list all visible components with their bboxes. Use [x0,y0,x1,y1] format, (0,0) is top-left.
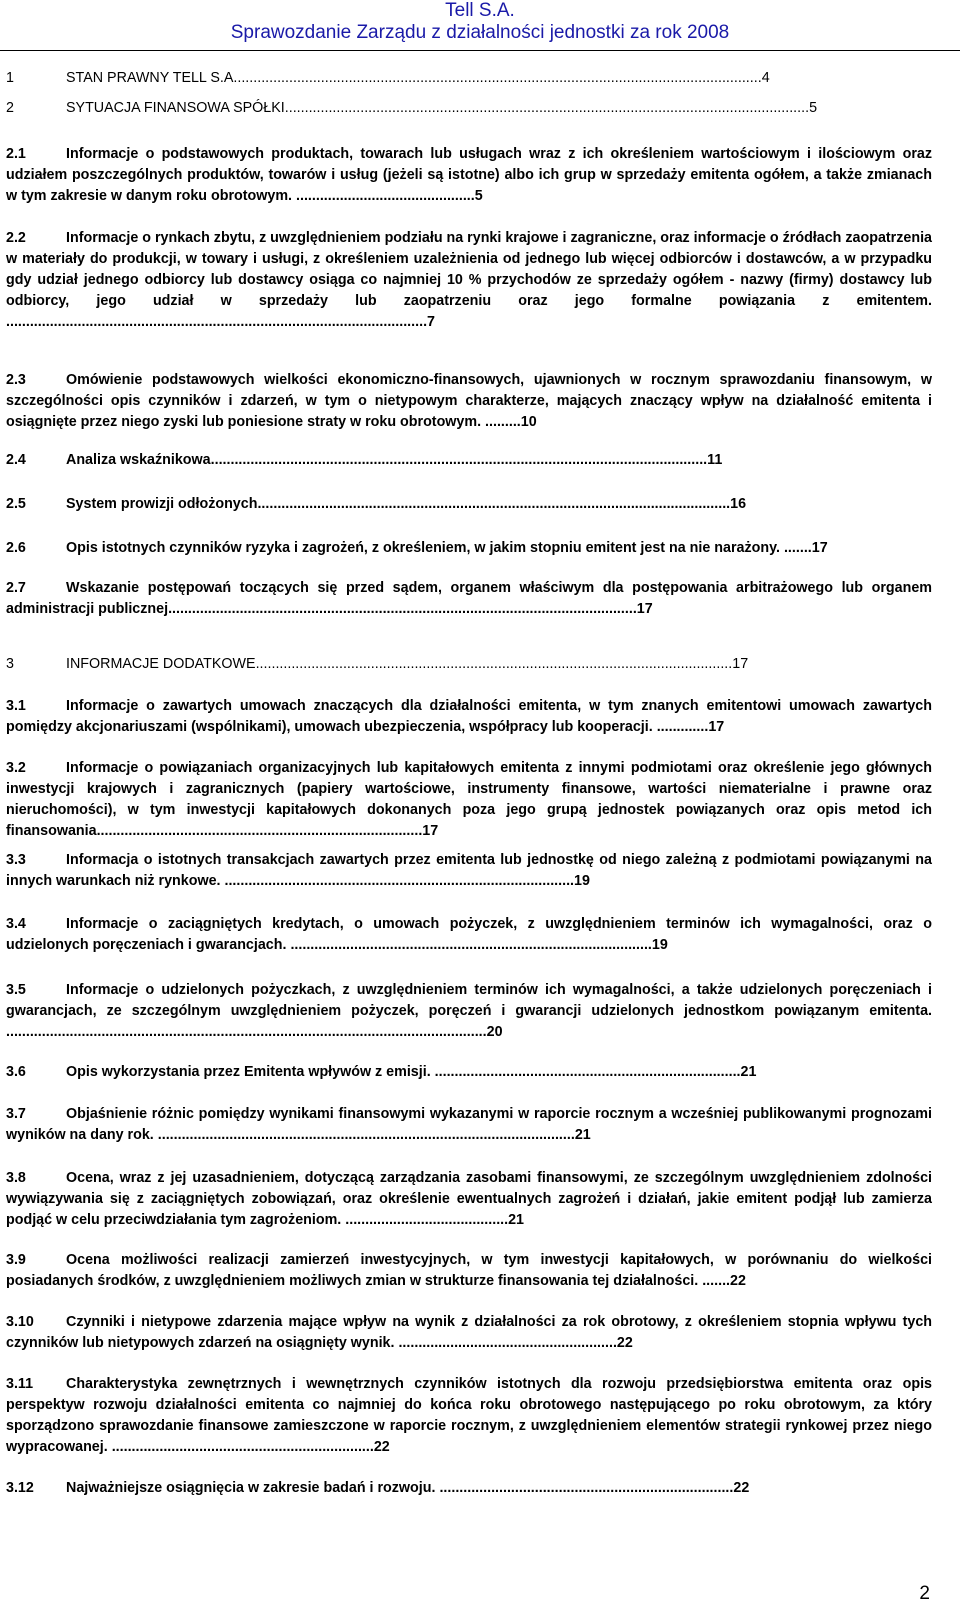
toc-number: 3.4 [6,916,26,932]
toc-title: System prowizji odłożonych [66,496,258,512]
toc-leader: ......................................................................................................... [157,1127,575,1143]
toc-entry-3-3[interactable] [6,850,932,892]
toc-leader: .......................................................................................................... [6,314,428,330]
toc-page: 17 [811,540,828,556]
toc-entry-3-2[interactable] [6,758,932,842]
toc-entry-3-10[interactable] [6,1312,932,1354]
toc-page: 4 [761,70,770,86]
toc-entry-3-11[interactable] [6,1374,932,1458]
toc-title: Informacje o udzielonych pożyczkach, z uwzględnieniem terminów ich wymagalności, a także udzielonych poręczeniach i gwarancjach, ze szczególnym uwzględnieniem pożyczek, poręczeń i gwarancji udzielonych jednostkom powiązanym emitenta. [6,982,932,1019]
toc-leader: .................................................................................................................................... [237,70,762,86]
toc-page: 22 [733,1480,750,1496]
report-title: Sprawozdanie Zarządu z działalności jednostki za rok 2008 [230,22,730,43]
toc-number: 3.5 [6,982,26,998]
toc-leader: ....... [702,1273,731,1289]
toc-number: 2 [6,100,14,116]
toc-page: 22 [373,1439,390,1455]
toc-entry-3-7[interactable] [6,1104,932,1146]
toc-title: Ocena, wraz z jej uzasadnieniem, dotyczącą zarządzania zasobami finansowymi, ze szczególnym uwzględnieniem zdolności wywiązywania się z zaciągniętych zobowiązań, oraz określenie ewentualnych zagrożeń i działań, jakie emitent podjął lub zamierza podjąć w celu przeciwdziałania tym zagrożeniom. [6,1170,932,1228]
toc-entry-3[interactable] [6,654,932,675]
toc-title: STAN PRAWNY TELL S.A. [66,70,238,86]
toc-title: Informacje o zawartych umowach znaczących dla działalności emitenta, w tym znanych emitentowi umowach zawartych pomiędzy akcjonariuszami (wspólnikami), umowach ubezpieczenia, współpracy lub kooperacji. [6,698,932,735]
toc-title: Informacje o zaciągniętych kredytach, o umowach pożyczek, z uwzględnieniem terminów ich wymagalności, oraz o udzielonych poręczeniach i gwarancjach. [6,916,932,953]
toc-number: 3.11 [6,1376,34,1392]
toc-number: 3.1 [6,698,26,714]
page-number: 2 [919,1583,930,1604]
toc-title: Informacje o rynkach zbytu, z uwzględnieniem podziału na rynki krajowe i zagraniczne, oraz informacje o źródłach zaopatrzenia w materiały do produkcji, w towary i usługi, z określeniem uzależnienia od jednego lub więcej odbiorców i dostawców, a w przypadku gdy udział jednego odbiorcy lub dostawcy osiąga co najmniej 10 % przychodów ze sprzedaży ogółem - nazwy (firmy) dostawcy lub odbiorcy, jego udział w sprzedaży lub zaopatrzeniu oraz jego formalne powiązania z emitentem. [6,230,932,309]
toc-title: Opis istotnych czynników ryzyka i zagrożeń, z określeniem, w jakim stopniu emitent jest na nie narażony. [66,540,784,556]
toc-leader: ......................................... [345,1212,509,1228]
toc-number: 2.2 [6,230,26,246]
toc-title: INFORMACJE DODATKOWE [66,656,256,672]
toc-leader: ....................................................................................................................... [257,496,731,512]
toc-number: 3.7 [6,1106,26,1122]
toc-title: Analiza wskaźnikowa [66,452,211,468]
company-name: Tell S.A. [445,0,515,21]
toc-page: 22 [730,1273,746,1289]
toc-page: 19 [574,873,590,889]
toc-title: Opis wykorzystania przez Emitenta wpływów z emisji. [66,1064,435,1080]
toc-entry-2-6[interactable] [6,538,932,559]
page-header [0,0,960,44]
toc-entry-2-5[interactable] [6,494,932,515]
header-divider [0,50,960,51]
toc-leader: ........................................................................................... [290,937,652,953]
toc-leader: ....... [783,540,812,556]
toc-entry-2[interactable] [6,98,932,119]
toc-leader: ......................................................................................................................... [6,1024,487,1040]
toc-title: Ocena możliwości realizacji zamierzeń inwestycyjnych, w tym inwestycji kapitałowych, w porównaniu do wielkości posiadanych środków, z uwzględnieniem możliwych zmian w strukturze finansowania tej działalności. [6,1252,932,1289]
toc-leader: ............................................. [296,188,475,204]
toc-title: Informacje o powiązaniach organizacyjnych lub kapitałowych emitenta z innymi podmiotami oraz określenie jego głównych inwestycji krajowych i zagranicznych (papiery wartościowe, instrumenty finansowe, wartości niematerialne i prawne oraz nieruchomości), w tym inwestycji kapitałowych dokonanych poza jego grupą jednostek powiązanych oraz opis metod ich finansowania. [6,760,932,839]
toc-entry-2-4[interactable] [6,450,932,471]
toc-number: 2.5 [6,496,26,512]
toc-entry-3-9[interactable] [6,1250,932,1292]
toc-leader: ........................................................................................................................ [255,656,733,672]
toc-page: 17 [422,823,439,839]
toc-number: 1 [6,70,14,86]
toc-number: 2.7 [6,580,26,596]
toc-page: 17 [636,601,653,617]
toc-page: 5 [474,188,483,204]
toc-leader: ....................................................... [398,1335,617,1351]
toc-entry-1[interactable] [6,68,932,89]
toc-leader: ............................................................................. [434,1064,741,1080]
toc-title: Omówienie podstawowych wielkości ekonomiczno-finansowych, ujawnionych w rocznym sprawozdaniu finansowym, w szczególności opis czynników i zdarzeń, w tym o nietypowym charakterze, mających znaczący wpływ na działalność emitenta i osiągnięte przez niego zyski lub poniesione straty w roku obrotowym. [6,372,932,430]
toc-page: 19 [651,937,668,953]
toc-number: 2.3 [6,372,26,388]
toc-number: 3 [6,656,14,672]
toc-entry-2-3[interactable] [6,370,932,433]
toc-title: Charakterystyka zewnętrznych i wewnętrznych czynników istotnych dla rozwoju przedsiębiorstwa emitenta oraz opis perspektyw rozwoju działalności emitenta co najmniej do końca roku obrotowego następującego po roku obrotowym, za który sporządzono sprawozdanie finansowe zamieszczone w raporcie rocznym, z uwzględnieniem elementów strategii rynkowej przez niego wypracowanej. [6,1376,932,1455]
toc-page: 21 [740,1064,757,1080]
toc-page: 5 [809,100,818,116]
toc-title: Informacja o istotnych transakcjach zawartych przez emitenta lub jednostkę od niego zależną z podmiotami powiązanymi na innych warunkach niż rynkowe. [6,852,932,889]
toc-page: 11 [707,452,723,468]
toc-page: 17 [708,719,725,735]
toc-number: 3.6 [6,1064,26,1080]
toc-number: 3.10 [6,1314,34,1330]
toc-leader: .................................................................................................................................... [284,100,810,116]
toc-entry-3-4[interactable] [6,914,932,956]
toc-leader: ............. [656,719,709,735]
toc-number: 2.4 [6,452,26,468]
toc-title: Najważniejsze osiągnięcia w zakresie badań i rozwoju. [66,1480,440,1496]
toc-page: 10 [520,414,537,430]
toc-number: 3.8 [6,1170,26,1186]
toc-leader: ........................................................................................ [224,873,575,889]
toc-page: 21 [508,1212,525,1228]
toc-entry-3-8[interactable] [6,1168,932,1231]
toc-page: 21 [574,1127,591,1143]
toc-entry-3-5[interactable] [6,980,932,1043]
toc-leader: .................................................................. [111,1439,374,1455]
toc-page: 22 [616,1335,633,1351]
toc-number: 3.9 [6,1252,26,1268]
toc-number: 2.6 [6,540,26,556]
toc-number: 2.1 [6,146,26,162]
toc-page: 16 [730,496,747,512]
toc-leader: ..................................................................................................................... [172,601,637,617]
toc-title: Wskazanie postępowań toczących się przed sądem, organem właściwym dla postępowania arbitrażowego lub organem administracji publicznej. [6,580,932,617]
toc-title: Informacje o podstawowych produktach, towarach lub usługach wraz z ich określeniem wartościowym i ilościowym oraz udziałem poszczególnych produktów, towarów i usług (jeżeli są istotne) albo ich grup w sprzedaży emitenta ogółem, a także zmianach w tym zakresie w danym roku obrotowym. [6,146,932,204]
toc-entry-3-12[interactable] [6,1478,932,1499]
toc-page: 7 [427,314,435,330]
toc-entry-2-1[interactable] [6,144,932,207]
toc-number: 3.3 [6,852,26,868]
toc-number: 3.12 [6,1480,34,1496]
toc-page: 17 [732,656,749,672]
toc-number: 3.2 [6,760,26,776]
toc-leader: ............................................................................................................................. [210,452,708,468]
toc-page: 20 [486,1024,503,1040]
toc-entry-2-2[interactable] [6,228,932,333]
toc-entry-3-6[interactable] [6,1062,932,1083]
toc-title: Objaśnienie różnic pomiędzy wynikami finansowymi wykazanymi w raporcie rocznym a wcześniej publikowanymi prognozami wyników na dany rok. [6,1106,932,1143]
toc-title: Czynniki i nietypowe zdarzenia mające wpływ na wynik z działalności za rok obrotowy, z określeniem stopnia wpływu tych czynników lub nietypowych zdarzeń na osiągnięty wynik. [6,1314,932,1351]
toc-leader: ................................................................................. [100,823,423,839]
toc-entry-3-1[interactable] [6,696,932,738]
toc-entry-2-7[interactable] [6,578,932,620]
toc-leader: .......................................................................... [439,1480,734,1496]
toc-title: SYTUACJA FINANSOWA SPÓŁKI [66,100,285,116]
toc-leader: ......... [485,414,521,430]
